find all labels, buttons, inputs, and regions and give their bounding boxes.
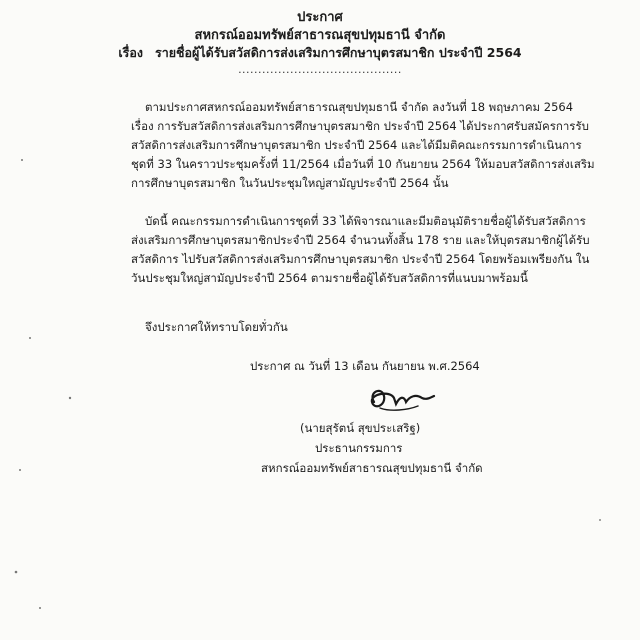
- signer-organization: สหกรณ์ออมทรัพย์สาธารณสุขปทุมธานี จำกัด: [261, 461, 483, 475]
- paragraph-announcement-reference: [131, 98, 596, 193]
- paragraph-2-text: บัดนี้ คณะกรรมการดำเนินการชุดที่ 33 ได้พิจารณาและมีมติอนุมัติรายชื่อผู้ได้รับสวัสดิการส่งเสริมการศึกษาบุตรสมาชิกประจำปี 2564 จำนวนทั้งสิ้น 178 ราย และให้บุตรสมาชิกผู้ได้รับสวัสดิการ ไปรับสวัสดิการส่งเสริมการศึกษาบุตรสมาชิก ประจำปี 2564 โดยพร้อมเพรียงกัน ในวันประชุมใหญ่สามัญประจำปี 2564 ตามรายชื่อผู้ได้รับสวัสดิการที่แนบมาพร้อมนี้: [131, 214, 590, 285]
- document-title: ประกาศ: [297, 10, 343, 25]
- subject-label: เรื่อง: [118, 45, 143, 60]
- announcement-date: ประกาศ ณ วันที่ 13 เดือน กันยายน พ.ศ.2564: [250, 359, 480, 373]
- subject-line: [0, 43, 640, 63]
- handwritten-signature: [360, 382, 440, 416]
- signer-name: (นายสุรัตน์ สุขประเสริฐ): [300, 421, 421, 435]
- paragraph-approval: [131, 212, 596, 288]
- dotted-divider: .........................................: [238, 63, 402, 76]
- subject-text: รายชื่อผู้ได้รับสวัสดิการส่งเสริมการศึกษาบุตรสมาชิก ประจำปี 2564: [154, 45, 522, 60]
- paragraph-1-text: ตามประกาศสหกรณ์ออมทรัพย์สาธารณสุขปทุมธานี จำกัด ลงวันที่ 18 พฤษภาคม 2564 เรื่อง การรับสวัสดิการส่งเสริมการศึกษาบุตรสมาชิก ประจำปี 2564 ได้ประกาศรับสมัครการรับสวัสดิการส่งเสริมการศึกษาบุตรสมาชิก ประจำปี 2564 และได้มีมติคณะกรรมการดำเนินการชุดที่ 33 ในคราวประชุมครั้งที่ 11/2564 เมื่อวันที่ 10 กันยายน 2564 ให้มอบสวัสดิการส่งเสริมการศึกษาบุตรสมาชิก ในวันประชุมใหญ่สามัญประจำปี 2564 นั้น: [131, 100, 595, 190]
- signer-position: ประธานกรรมการ: [315, 441, 403, 455]
- paragraph-closing: จึงประกาศให้ทราบโดยทั่วกัน: [145, 320, 288, 334]
- organization-name: สหกรณ์ออมทรัพย์สาธารณสุขปทุมธานี จำกัด: [194, 28, 446, 43]
